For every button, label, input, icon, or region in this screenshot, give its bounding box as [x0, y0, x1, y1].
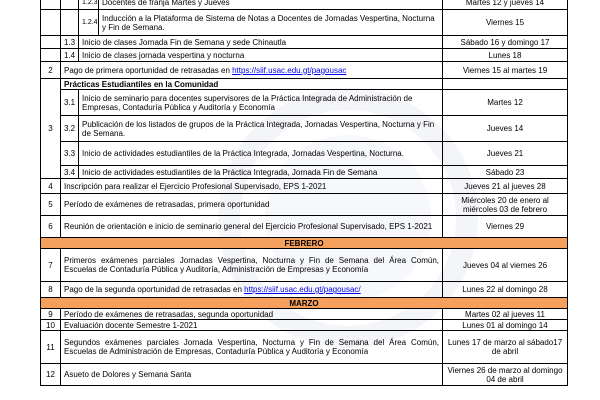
row-subnumber: 1.4	[61, 49, 79, 62]
row-date: Miércoles 20 de enero al miércoles 03 de febrero	[443, 194, 568, 216]
table-row	[41, 309, 568, 320]
table-row	[41, 0, 568, 10]
table-row	[41, 282, 568, 298]
row-number	[41, 36, 61, 49]
row-date: Jueves 21	[443, 142, 568, 166]
row-subnumber: 1.2.4	[79, 10, 99, 36]
table-row	[41, 216, 568, 238]
row-description: Inicio de actividades estudiantiles de la Práctica Integrada, Jornada Fin de Semana	[79, 166, 443, 179]
row-description: Inicio de clases Jornada Fin de Semana y sede Chinautla	[79, 36, 443, 49]
table-row	[41, 142, 568, 166]
row-description: Publicación de los listados de grupos de la Práctica Integrada, Jornadas Vespertina, Nocturna y Fin de Semana.	[79, 116, 443, 142]
table-row	[41, 364, 568, 386]
row-description: Docentes de franja Martes y Jueves	[99, 0, 443, 10]
row-description-text: Pago de primera oportunidad de retrasadas en	[64, 65, 233, 75]
row-description: Reunión de orientación e inicio de seminario general del Ejercicio Profesional Supervisado, EPS 1-2021	[61, 216, 443, 238]
row-date: Viernes 15 al martes 19	[443, 62, 568, 79]
row-date: Viernes 26 de marzo al domingo 04 de abril	[443, 364, 568, 386]
row-subnumber: 3.3	[61, 142, 79, 166]
row-number	[41, 0, 61, 10]
row-description: Inicio de actividades estudiantiles de la Práctica Integrada, Jornadas Vespertina, Nocturna.	[79, 142, 443, 166]
row-date: Jueves 14	[443, 116, 568, 142]
row-date: Martes 12 y jueves 14	[443, 0, 568, 10]
row-description: Primeros exámenes parciales Jornadas Vespertina, Nocturna y Fin de Semana del Área Común, Escuelas de Contaduría Pública y Auditoría, Administración de Empresas y Economía	[61, 249, 443, 282]
table-row	[41, 179, 568, 194]
row-subnumber	[61, 10, 79, 36]
row-description: Inducción a la Plataforma de Sistema de Notas a Docentes de Jornadas Vespertina, Nocturna y Fin de Semana.	[99, 10, 443, 36]
table-row	[41, 90, 568, 116]
row-number: 10	[41, 320, 61, 331]
row-description-text: Pago de la segunda oportunidad de retrasadas en	[64, 285, 245, 294]
table-row	[41, 320, 568, 331]
table-row	[41, 166, 568, 179]
row-date	[443, 79, 568, 90]
row-description	[61, 282, 443, 298]
table-row	[41, 331, 568, 364]
row-description: Segundos exámenes parciales Jornada Vespertina, Nocturna y Fin de Semana del Área Común, Escuelas de Administración de Empresas, Contaduría Pública y Auditoría y Economía	[61, 331, 443, 364]
row-subnumber: 1.3	[61, 36, 79, 49]
payment-link[interactable]: https://siif.usac.edu.gt/pagousac/	[244, 285, 361, 294]
row-number: 3	[41, 79, 61, 179]
row-subnumber: 3.4	[61, 166, 79, 179]
row-description: Período de exámenes de retrasadas, segunda oportunidad	[61, 309, 443, 320]
table-row	[41, 36, 568, 49]
table-row	[41, 79, 568, 90]
table-row	[41, 62, 568, 79]
row-number: 9	[41, 309, 61, 320]
payment-link[interactable]: https://siif.usac.edu.gt/pagousac	[232, 65, 347, 75]
row-number	[41, 10, 61, 36]
row-description: Inscripción para realizar el Ejercicio Profesional Supervisado, EPS 1-2021	[61, 179, 443, 194]
row-number: 7	[41, 249, 61, 282]
row-number: 8	[41, 282, 61, 298]
row-number: 12	[41, 364, 61, 386]
table-row	[41, 194, 568, 216]
row-number: 11	[41, 331, 61, 364]
row-number: 4	[41, 179, 61, 194]
month-header-row	[41, 298, 568, 309]
row-date: Sábado 16 y domingo 17	[443, 36, 568, 49]
row-subnumber	[61, 0, 79, 10]
table-row	[41, 249, 568, 282]
row-number: 6	[41, 216, 61, 238]
row-date: Viernes 15	[443, 10, 568, 36]
row-number	[41, 49, 61, 62]
row-date: Lunes 17 de marzo al sábado17 de abril	[443, 331, 568, 364]
row-subnumber: 3.1	[61, 90, 79, 116]
row-date: Lunes 01 al domingo 14	[443, 320, 568, 331]
row-description: Inicio de seminario para docentes supervisores de la Práctica Integrada de Administración de Empresas, Contaduría Pública y Auditoría y Economía	[79, 90, 443, 116]
row-description: Evaluación docente Semestre 1-2021	[61, 320, 443, 331]
row-date: Sábado 23	[443, 166, 568, 179]
row-subnumber: 1.2.3	[79, 0, 99, 10]
section-heading: Prácticas Estudiantiles en la Comunidad	[61, 79, 443, 90]
row-date: Martes 02 al jueves 11	[443, 309, 568, 320]
month-header-row	[41, 238, 568, 249]
month-header-marzo: MARZO	[41, 298, 568, 309]
row-date: Viernes 29	[443, 216, 568, 238]
row-date: Martes 12	[443, 90, 568, 116]
row-date: Lunes 22 al domingo 28	[443, 282, 568, 298]
row-date: Jueves 21 al jueves 28	[443, 179, 568, 194]
table-row	[41, 49, 568, 62]
row-description: Inicio de clases jornada vespertina y nocturna	[79, 49, 443, 62]
row-description	[61, 62, 443, 79]
row-number: 2	[41, 62, 61, 79]
row-date: Lunes 18	[443, 49, 568, 62]
row-subnumber: 3.2	[61, 116, 79, 142]
row-description: Asueto de Dolores y Semana Santa	[61, 364, 443, 386]
row-description: Período de exámenes de retrasadas, primera oportunidad	[61, 194, 443, 216]
row-number: 5	[41, 194, 61, 216]
row-date: Jueves 04 al viernes 26	[443, 249, 568, 282]
table-row	[41, 116, 568, 142]
month-header-febrero: FEBRERO	[41, 238, 568, 249]
table-row	[41, 10, 568, 36]
calendar-table	[40, 0, 568, 386]
